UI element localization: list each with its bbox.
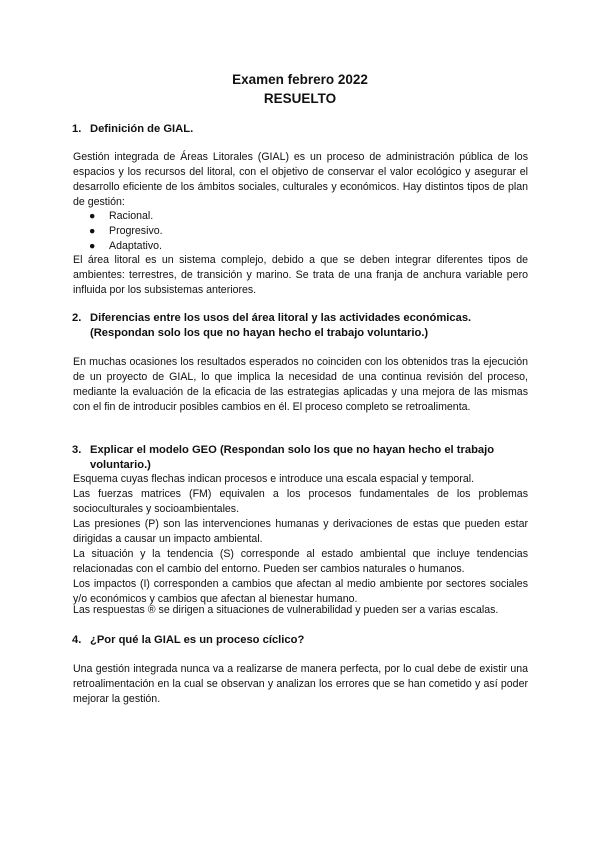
section-1-heading-text: Definición de GIAL.	[90, 123, 194, 135]
section-3-paragraph-3: Las presiones (P) son las intervenciones humanas y derivaciones de estas que pueden estar dirigidas a causar un impacto ambiental.	[73, 518, 528, 545]
bullet-icon: ●	[89, 210, 96, 222]
plan-types-list	[73, 209, 163, 254]
section-3-paragraph-5: Los impactos (I) corresponden a cambios que afectan al medio ambiente por sectores sociales y/o económicos y cambios que afectan al bienestar humano.	[73, 578, 528, 605]
section-4-heading	[72, 633, 528, 648]
section-4-paragraph-1: Una gestión integrada nunca va a realizarse de manera perfecta, por lo cual debe de existir una retroalimentación en la cual se observan y analizan los errores que se han cometido y así poder mejorar la gestión.	[73, 663, 528, 705]
bullet-icon: ●	[89, 240, 96, 252]
section-3-paragraph-6: Las respuestas ® se dirigen a situaciones de vulnerabilidad y pueden ser a varias escalas.	[73, 604, 499, 616]
section-2-heading-text: Diferencias entre los usos del área litoral y las actividades económicas. (Respondan solo los que no hayan hecho el trabajo voluntario.)	[90, 312, 472, 339]
section-4-number: 4.	[72, 634, 82, 646]
list-item	[73, 224, 163, 239]
section-2-heading	[72, 311, 528, 341]
section-1-paragraph-1: Gestión integrada de Áreas Litorales (GIAL) es un proceso de administración pública de los espacios y los recursos del litoral, con el objetivo de conservar el valor ecológico y asegurar el desarrollo eficiente de los ámbitos sociales, culturales y económicos. Hay distintos tipos de plan de gestión:	[73, 151, 528, 208]
section-2-paragraph-1: En muchas ocasiones los resultados esperados no coinciden con los obtenidos tras la ejecución de un proyecto de GIAL, lo que implica la necesidad de una continua revisión del proceso, mediante la evaluación de la eficacia de las estrategias aplicadas y una mejora de las mismas con el fin de introducir posibles cambios en él. El proceso completo se retroalimenta.	[73, 356, 528, 413]
list-item-text: Adaptativo.	[109, 240, 163, 252]
section-1-heading	[72, 122, 528, 137]
list-item	[73, 239, 163, 254]
section-3-heading-text: Explicar el modelo GEO (Respondan solo los que no hayan hecho el trabajo voluntario.)	[90, 444, 495, 471]
section-4-heading-text: ¿Por qué la GIAL es un proceso cíclico?	[90, 634, 305, 646]
section-3-number: 3.	[72, 444, 82, 456]
section-3-heading	[72, 443, 528, 473]
section-1-number: 1.	[72, 123, 82, 135]
section-3-paragraph-4: La situación y la tendencia (S) corresponde al estado ambiental que incluye tendencias relacionadas con el cambio del entorno. Pueden ser cambios naturales o humanos.	[73, 548, 528, 575]
section-3-paragraph-2: Las fuerzas matrices (FM) equivalen a los procesos fundamentales de los problemas socioculturales y socioambientales.	[73, 488, 528, 515]
document-title: Examen febrero 2022	[232, 72, 368, 87]
section-1-paragraph-2: El área litoral es un sistema complejo, debido a que se deben integrar diferentes tipos de ambientes: terrestres, de transición y marino. Se trata de una franja de anchura variable pero influida por los subsistemas anteriores.	[73, 254, 528, 296]
list-item-text: Progresivo.	[109, 225, 163, 237]
bullet-icon: ●	[89, 225, 96, 237]
list-item-text: Racional.	[109, 210, 154, 222]
section-2-number: 2.	[72, 312, 82, 324]
list-item	[73, 209, 163, 224]
document-subtitle: RESUELTO	[263, 91, 337, 106]
section-3-paragraph-1: Esquema cuyas flechas indican procesos e introduce una escala espacial y temporal.	[73, 473, 475, 485]
